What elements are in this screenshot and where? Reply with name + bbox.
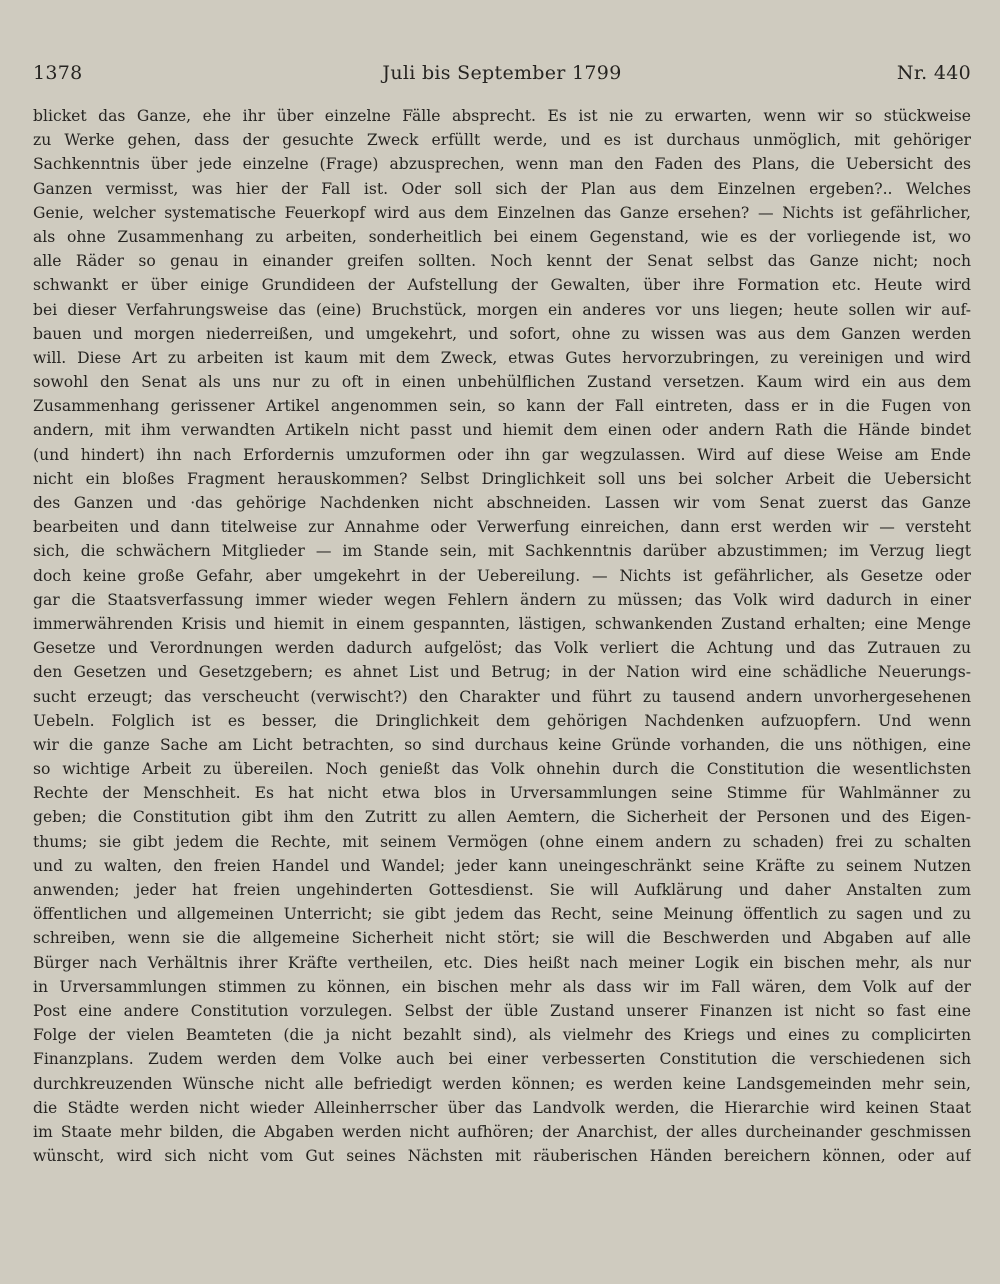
- document-number: Nr. 440: [896, 62, 971, 84]
- text-line: Rechte der Menschheit. Es hat nicht etwa blos in Urversammlungen seine Stimme für Wahlmänner zu: [33, 784, 971, 803]
- text-line: öffentlichen und allgemeinen Unterricht; sie gibt jedem das Recht, seine Meinung öffentlich zu sagen und zu: [33, 905, 971, 924]
- text-line: den Gesetzen und Gesetzgebern; es ahnet List und Betrug; in der Nation wird eine schädliche Neuerungs-: [33, 663, 971, 682]
- text-line: Folge der vielen Beamteten (die ja nicht bezahlt sind), als vielmehr des Kriegs und eines zu complicirten: [33, 1026, 971, 1045]
- text-line: immerwährenden Krisis und hiemit in einem gespannten, lästigen, schwankenden Zustand erhalten; eine Menge: [33, 614, 971, 633]
- text-line: im Staate mehr bilden, die Abgaben werden nicht aufhören; der Anarchist, der alles durcheinander geschmissen: [33, 1122, 971, 1141]
- text-line: durchkreuzenden Wünsche nicht alle befriedigt werden können; es werden keine Landsgemeinden mehr sein,: [33, 1074, 971, 1093]
- text-line: wir die ganze Sache am Licht betrachten, so sind durchaus keine Gründe vorhanden, die uns nöthigen, eine: [33, 735, 971, 754]
- text-line: alle Räder so genau in einander greifen sollten. Noch kennt der Senat selbst das Ganze nicht; noch: [33, 252, 971, 271]
- text-line: und zu walten, den freien Handel und Wandel; jeder kann uneingeschränkt seine Kräfte zu seinem Nutzen: [33, 856, 971, 875]
- text-line: sowohl den Senat als uns nur zu oft in einen unbehülflichen Zustand versetzen. Kaum wird ein aus dem: [33, 373, 971, 392]
- text-line: thums; sie gibt jedem die Rechte, mit seinem Vermögen (ohne einem andern zu schaden) frei zu schalten: [33, 832, 971, 851]
- text-line: andern, mit ihm verwandten Artikeln nicht passt und hiemit dem einen oder andern Rath die Hände bindet: [33, 421, 971, 440]
- text-line: des Ganzen und ·das gehörige Nachdenken nicht abschneiden. Lassen wir vom Senat zuerst das Ganze: [33, 494, 971, 512]
- text-line: Bürger nach Verhältnis ihrer Kräfte vertheilen, etc. Dies heißt nach meiner Logik ein bischen mehr, als nur: [33, 953, 971, 972]
- text-line: Sachkenntnis über jede einzelne (Frage) abzusprechen, wenn man den Faden des Plans, die Uebersicht des: [33, 155, 971, 174]
- text-line: Zusammenhang gerissener Artikel angenommen sein, so kann der Fall eintreten, dass er in die Fugen von: [33, 397, 971, 416]
- text-line: zu Werke gehen, dass der gesuchte Zweck erfüllt werde, und es ist durchaus unmöglich, mit gehöriger: [33, 131, 971, 150]
- text-line: nicht ein bloßes Fragment herauskommen? Selbst Dringlichkeit soll uns bei solcher Arbeit die Uebersicht: [33, 469, 971, 488]
- text-line: gar die Staatsverfassung immer wieder wegen Fehlern ändern zu müssen; das Volk wird dadurch in einer: [33, 590, 971, 609]
- text-line: in Urversammlungen stimmen zu können, ein bischen mehr als dass wir im Fall wären, dem Volk auf der: [33, 977, 971, 996]
- text-line: anwenden; jeder hat freien ungehinderten Gottesdienst. Sie will Aufklärung und daher Anstalten zum: [33, 881, 971, 899]
- text-line: Gesetze und Verordnungen werden dadurch aufgelöst; das Volk verliert die Achtung und das Zutrauen zu: [33, 639, 971, 658]
- text-line: bei dieser Verfahrungsweise das (eine) Bruchstück, morgen ein anderes vor uns liegen; heute sollen wir auf-: [33, 300, 971, 319]
- text-line: Uebeln. Folglich ist es besser, die Dringlichkeit dem gehörigen Nachdenken aufzuopfern. Und wenn: [33, 711, 971, 730]
- text-line: die Städte werden nicht wieder Alleinherrscher über das Landvolk werden, die Hierarchie wird keinen Staat: [33, 1098, 971, 1117]
- body-text: [33, 104, 971, 1168]
- text-line: Post eine andere Constitution vorzulegen. Selbst der üble Zustand unserer Finanzen ist nicht so fast eine: [33, 1001, 971, 1020]
- text-line: bauen und morgen niederreißen, und umgekehrt, und sofort, ohne zu wissen was aus dem Ganzen werden: [33, 324, 971, 343]
- text-line: wünscht, wird sich nicht vom Gut seines Nächsten mit räuberischen Händen bereichern können, oder auf: [33, 1147, 971, 1166]
- page-number: 1378: [33, 62, 83, 84]
- text-line: geben; die Constitution gibt ihm den Zutritt zu allen Aemtern, die Sicherheit der Personen und des Eigen-: [33, 808, 971, 827]
- text-line: so wichtige Arbeit zu übereilen. Noch genießt das Volk ohnehin durch die Constitution die wesentlichsten: [33, 760, 971, 779]
- text-line: schwankt er über einige Grundideen der Aufstellung der Gewalten, über ihre Formation etc. Heute wird: [33, 276, 971, 295]
- text-line: blicket das Ganze, ehe ihr über einzelne Fälle absprecht. Es ist nie zu erwarten, wenn wir so stückweise: [33, 107, 971, 125]
- text-line: sucht erzeugt; das verscheucht (verwischt?) den Charakter und führt zu tausend andern unvorhergesehenen: [33, 687, 971, 706]
- text-line: doch keine große Gefahr, aber umgekehrt in der Uebereilung. — Nichts ist gefährlicher, als Gesetze oder: [33, 566, 971, 585]
- text-line: Finanzplans. Zudem werden dem Volke auch bei einer verbesserten Constitution die verschiedenen sich: [33, 1050, 971, 1069]
- text-line: als ohne Zusammenhang zu arbeiten, sonderheitlich bei einem Gegenstand, wie es der vorliegende ist, wo: [33, 227, 971, 246]
- running-title: Juli bis September 1799: [382, 62, 622, 84]
- text-line: (und hindert) ihn nach Erfordernis umzuformen oder ihn gar wegzulassen. Wird auf diese Weise am Ende: [33, 445, 971, 464]
- text-line: Ganzen vermisst, was hier der Fall ist. Oder soll sich der Plan aus dem Einzelnen ergeben?.. Welches: [33, 179, 971, 198]
- text-line: bearbeiten und dann titelweise zur Annahme oder Verwerfung einreichen, dann erst werden wir — versteht: [33, 518, 971, 537]
- text-line: will. Diese Art zu arbeiten ist kaum mit dem Zweck, etwas Gutes hervorzubringen, zu vereinigen und wird: [33, 348, 971, 367]
- text-line: Genie, welcher systematische Feuerkopf wird aus dem Einzelnen das Ganze ersehen? — Nichts ist gefährlicher,: [33, 203, 971, 222]
- text-line: sich, die schwächern Mitglieder — im Stande sein, mit Sachkenntnis darüber abzustimmen; im Verzug liegt: [33, 542, 971, 561]
- text-line: schreiben, wenn sie die allgemeine Sicherheit nicht stört; sie will die Beschwerden und Abgaben auf alle: [33, 929, 971, 948]
- running-header: [33, 62, 971, 90]
